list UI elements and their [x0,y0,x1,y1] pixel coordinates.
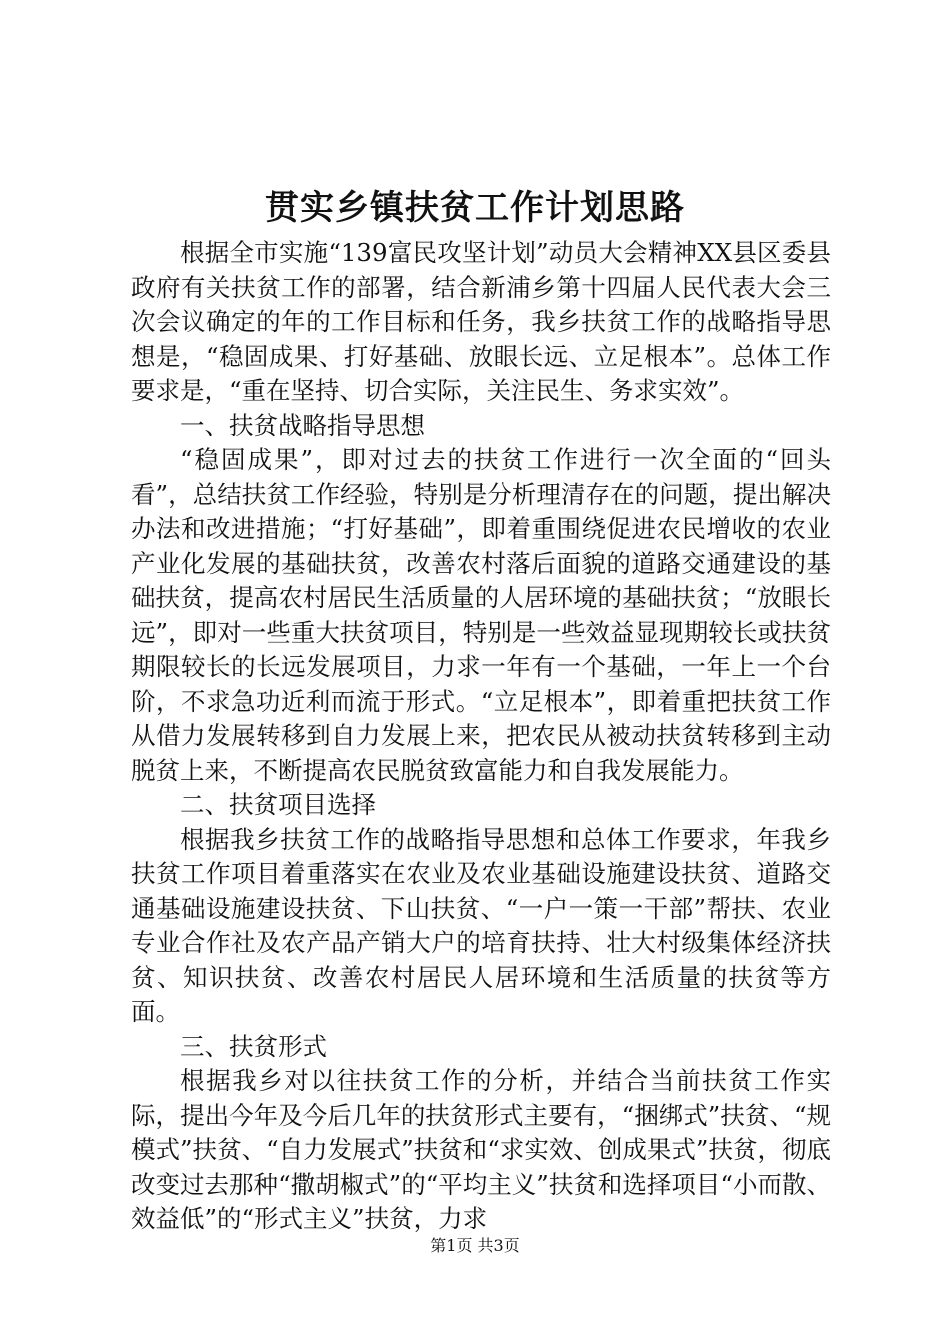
section-heading-1: 一、扶贫战略指导思想 [180,410,425,440]
paragraph-section-2: 根据我乡扶贫工作的战略指导思想和总体工作要求，年我乡扶贫工作项目着重落实在农业及农业基础设施建设扶贫、道路交通基础设施建设扶贫、下山扶贫、“一户一策一干部”帮扶、农业专业合作社及农产品产销大户的培育扶持、壮大村级集体经济扶贫、知识扶贫、改善农村居民人居环境和生活质量的扶贫等方面。 [131,824,831,1026]
section-heading-3: 三、扶贫形式 [180,1031,327,1061]
page-footer: 第1页 共3页 [430,1236,520,1255]
document-body [131,236,831,1237]
paragraph-intro: 根据全市实施“139富民攻坚计划”动员大会精神XX县区委县政府有关扶贫工作的部署，结合新浦乡第十四届人民代表大会三次会议确定的年的工作目标和任务，我乡扶贫工作的战略指导思想是，“稳固成果、打好基础、放眼长远、立足根本”。总体工作要求是，“重在坚持、切合实际，关注民生、务求实效”。 [131,238,831,405]
document-title: 贯实乡镇扶贫工作计划思路 [265,188,685,228]
paragraph-section-1: “稳固成果”，即对过去的扶贫工作进行一次全面的“回头看”，总结扶贫工作经验，特别是分析理清存在的问题，提出解决办法和改进措施；“打好基础”，即着重围绕促进农民增收的农业产业化发展的基础扶贫，改善农村落后面貌的道路交通建设的基础扶贫，提高农村居民生活质量的人居环境的基础扶贫；“放眼长远”，即对一些重大扶贫项目，特别是一些效益显现期较长或扶贫期限较长的长远发展项目，力求一年有一个基础，一年上一个台阶，不求急功近利而流于形式。“立足根本”，即着重把扶贫工作从借力发展转移到自力发展上来，把农民从被动扶贫转移到主动脱贫上来，不断提高农民脱贫致富能力和自我发展能力。 [131,445,831,785]
paragraph-section-3: 根据我乡对以往扶贫工作的分析，并结合当前扶贫工作实际，提出今年及今后几年的扶贫形式主要有，“捆绑式”扶贫、“规模式”扶贫、“自力发展式”扶贫和“求实效、创成果式”扶贫，彻底改变过去那种“撒胡椒式”的“平均主义”扶贫和选择项目“小而散、效益低”的“形式主义”扶贫，力求 [131,1066,831,1233]
section-heading-2: 二、扶贫项目选择 [180,790,376,819]
